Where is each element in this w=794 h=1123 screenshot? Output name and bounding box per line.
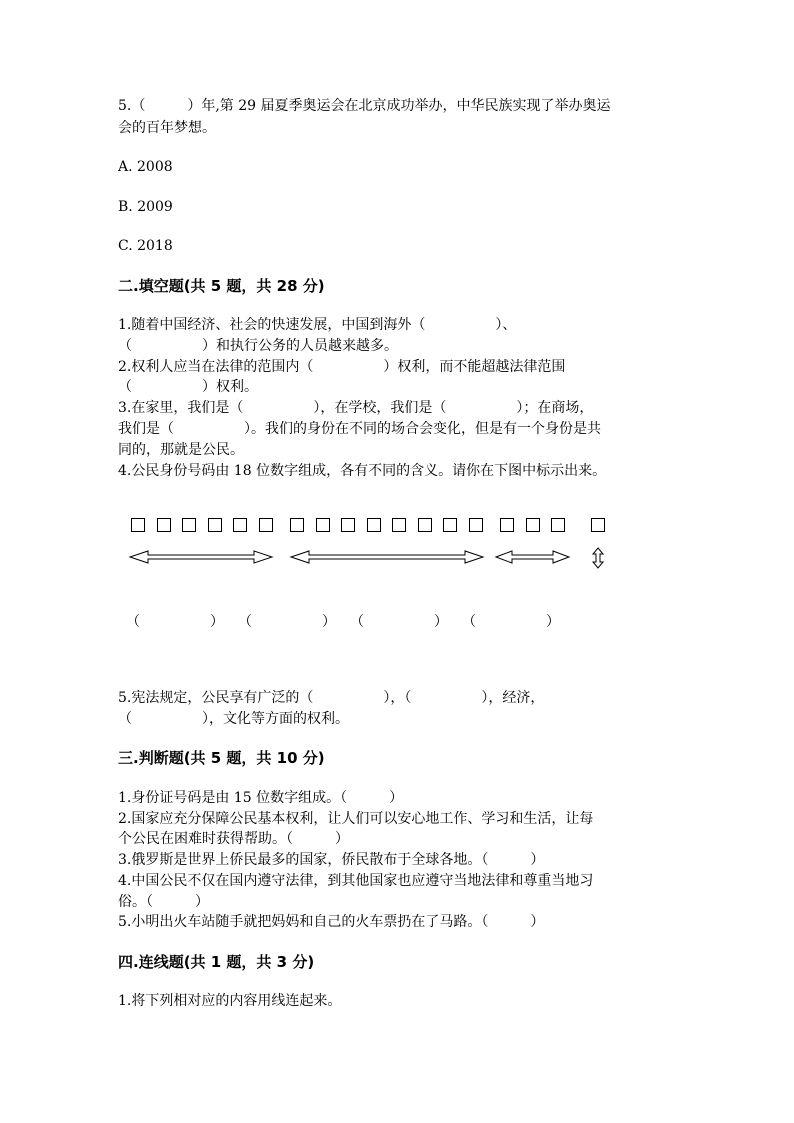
question-text: 个公民在困难时获得帮助。（ ）	[118, 831, 349, 847]
question-text: 5.（ ）年,第 29 届夏季奥运会在北京成功举办，中华民族实现了举办奥运	[118, 98, 611, 114]
option-a: A. 2008	[118, 159, 173, 175]
question-text: 1.随着中国经济、社会的快速发展，中国到海外（ ）、	[118, 317, 517, 333]
question-text: （ ），文化等方面的权利。	[118, 711, 349, 727]
id-digit-box	[443, 518, 457, 532]
question-text: 俗。（ ）	[118, 894, 209, 910]
id-digit-boxes	[0, 518, 794, 538]
question-text: 3.俄罗斯是世界上侨民最多的国家，侨民散布于全球各地。（ ）	[118, 852, 545, 868]
id-digit-box	[341, 518, 355, 532]
id-digit-box	[316, 518, 330, 532]
answer-blank[interactable]: （ ）	[238, 614, 336, 630]
id-segment-arrows	[0, 545, 794, 575]
question-text: 会的百年梦想。	[118, 120, 216, 136]
question-text: 同的，那就是公民。	[118, 442, 244, 458]
digit-arrow	[593, 548, 603, 568]
question-text: 我们是（ ）。我们的身份在不同的场合会变化，但是有一个身份是共	[118, 421, 601, 437]
question-text: 1.将下列相对应的内容用线连起来。	[118, 993, 342, 1009]
id-diagram-blanks	[0, 612, 794, 632]
id-digit-box	[233, 518, 247, 532]
id-digit-box	[591, 518, 605, 532]
id-digit-box	[131, 518, 145, 532]
question-text: 1.身份证号码是由 15 位数字组成。（ ）	[118, 790, 404, 806]
id-digit-box	[157, 518, 171, 532]
segment-arrow	[130, 551, 272, 563]
section-heading: 四.连线题(共 1 题，共 3 分)	[118, 953, 315, 971]
question-text: 2.权利人应当在法律的范围内（ ）权利，而不能超越法律范围	[118, 359, 566, 375]
id-digit-box	[367, 518, 381, 532]
answer-blank[interactable]: （ ）	[126, 614, 224, 630]
option-c: C. 2018	[118, 238, 173, 254]
id-digit-box	[392, 518, 406, 532]
question-text: 3.在家里，我们是（ ），在学校，我们是（ ）；在商场，	[118, 400, 594, 416]
question-text: （ ）和执行公务的人员越来越多。	[118, 338, 398, 354]
section-heading: 二.填空题(共 5 题，共 28 分)	[118, 277, 325, 295]
question-text: （ ）权利。	[118, 379, 258, 395]
section-heading: 三.判断题(共 5 题，共 10 分)	[118, 749, 325, 767]
id-digit-box	[551, 518, 565, 532]
segment-arrow	[291, 551, 483, 563]
id-digit-box	[182, 518, 196, 532]
question-text: 2.国家应充分保障公民基本权利，让人们可以安心地工作、学习和生活，让每	[118, 811, 594, 827]
question-text: 4.中国公民不仅在国内遵守法律，到其他国家也应遵守当地法律和尊重当地习	[118, 873, 594, 889]
id-digit-box	[526, 518, 540, 532]
id-digit-box	[259, 518, 273, 532]
id-digit-box	[290, 518, 304, 532]
id-digit-box	[418, 518, 432, 532]
option-b: B. 2009	[118, 199, 173, 215]
question-text: 5.宪法规定，公民享有广泛的（ ），（ ），经济，	[118, 690, 545, 706]
answer-blank[interactable]: （ ）	[350, 614, 448, 630]
segment-arrow	[496, 551, 569, 563]
question-text: 5.小明出火车站随手就把妈妈和自己的火车票扔在了马路。（ ）	[118, 914, 545, 930]
id-digit-box	[469, 518, 483, 532]
answer-blank[interactable]: （ ）	[462, 614, 560, 630]
question-text: 4.公民身份号码由 18 位数字组成，各有不同的含义。请你在下图中标示出来。	[118, 463, 607, 479]
id-digit-box	[500, 518, 514, 532]
id-digit-box	[208, 518, 222, 532]
